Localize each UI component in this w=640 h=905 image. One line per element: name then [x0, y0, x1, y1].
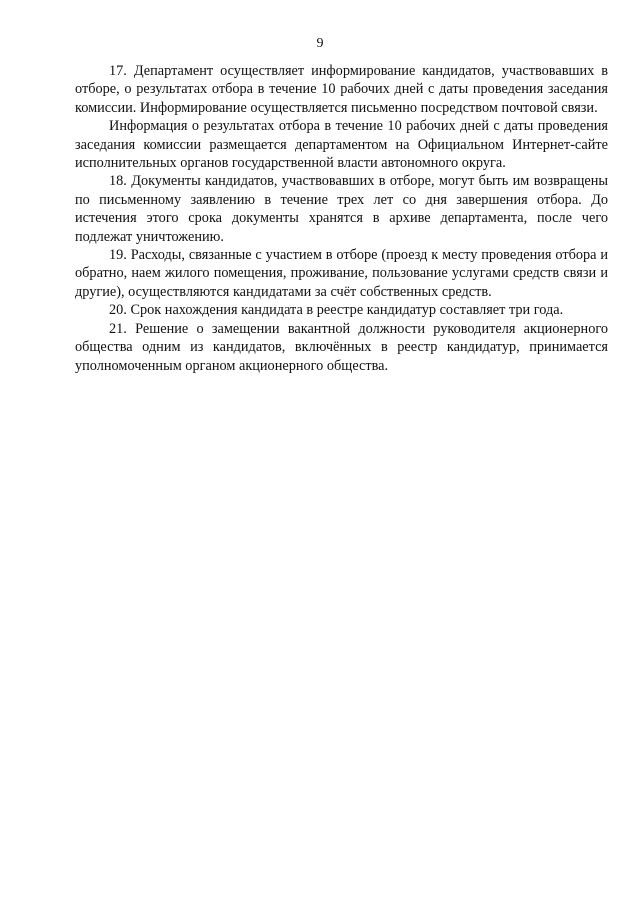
paragraph-18: 18. Документы кандидатов, участвовавших в отборе, могут быть им возвращены по письменному заявлению в течение трех лет со дня завершения отбора. До истечения этого срока документы хранятся в архиве департамента, после чего подлежат уничтожению. — [75, 173, 608, 245]
document-body — [75, 62, 608, 375]
paragraph-17-information: Информация о результатах отбора в течение 10 рабочих дней с даты проведения заседания комиссии размещается департаментом на Официальном Интернет-сайте исполнительных органов государственной власти автономного округа. — [75, 118, 608, 172]
page-number: 9 — [316, 36, 324, 51]
paragraph-17: 17. Департамент осуществляет информирование кандидатов, участвовавших в отборе, о результатах отбора в течение 10 рабочих дней с даты проведения заседания комиссии. Информирование осуществляется письменно посредством почтовой связи. — [75, 63, 608, 116]
paragraph-19: 19. Расходы, связанные с участием в отборе (проезд к месту проведения отбора и обратно, наем жилого помещения, проживание, пользование услугами средств связи и другие), осуществляются кандидатами за счёт собственных средств. — [75, 247, 608, 300]
paragraph-20: 20. Срок нахождения кандидата в реестре кандидатур составляет три года. — [109, 302, 564, 319]
paragraph-21: 21. Решение о замещении вакантной должности руководителя акционерного общества одним из кандидатов, включённых в реестр кандидатур, принимается уполномоченным органом акционерного общества. — [75, 320, 608, 374]
